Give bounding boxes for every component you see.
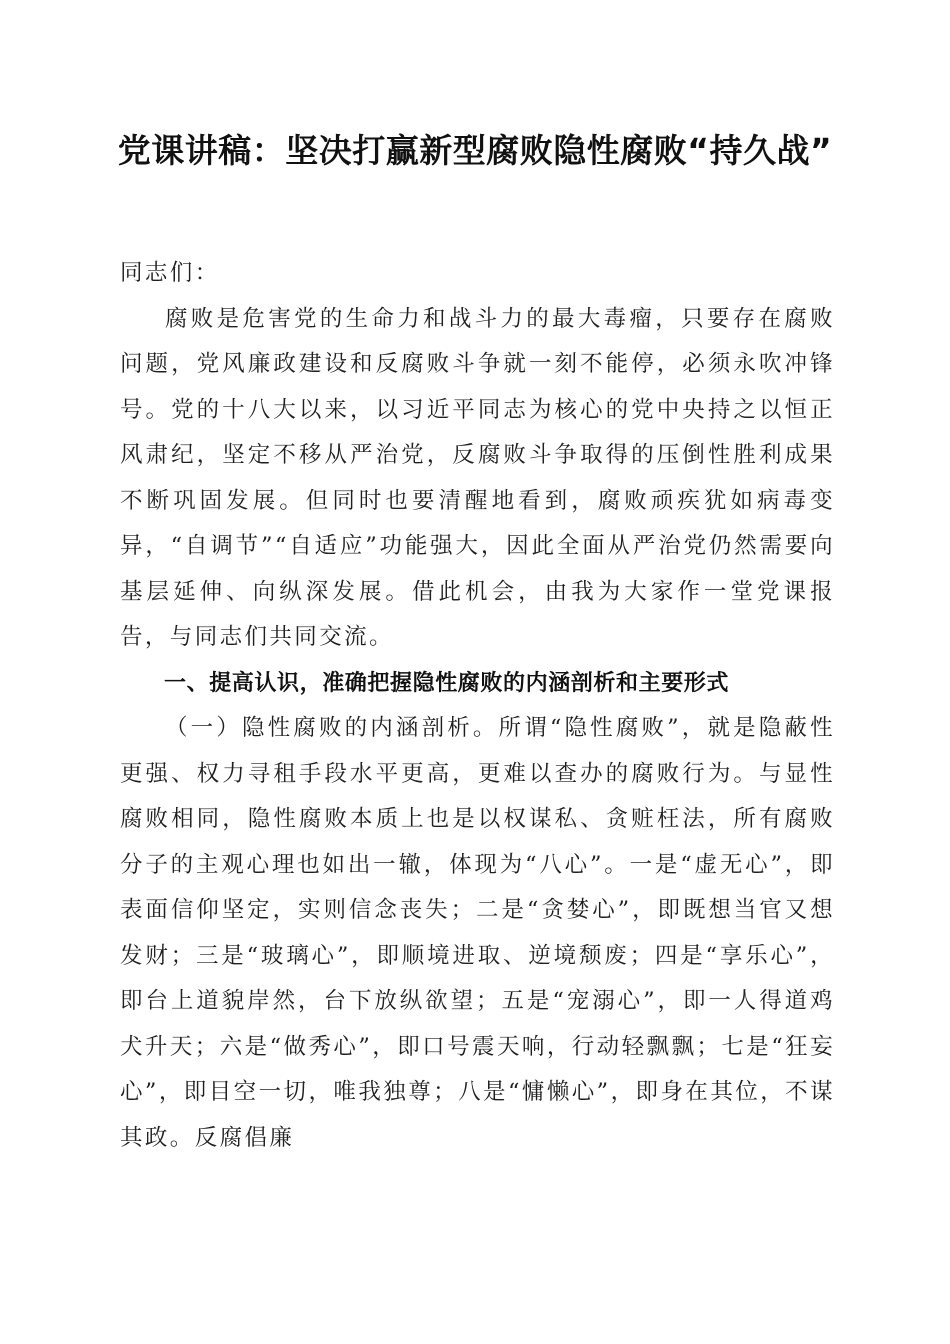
- intro-paragraph: 腐败是危害党的生命力和战斗力的最大毒瘤，只要存在腐败问题，党风廉政建设和反腐败斗争就一刻不能停，必须永吹冲锋号。党的十八大以来，以习近平同志为核心的党中央持之以恒正风肃纪，坚定不移从严治党，反腐败斗争取得的压倒性胜利成果不断巩固发展。但同时也要清醒地看到，腐败顽疾犹如病毒变异，“自调节”“自适应”功能强大，因此全面从严治党仍然需要向基层延伸、向纵深发展。借此机会，由我为大家作一堂党课报告，与同志们共同交流。: [120, 305, 835, 650]
- section-heading: 一、提高认识，准确把握隐性腐败的内涵剖析和主要形式: [164, 670, 730, 696]
- document-body: [120, 251, 835, 1161]
- salutation: 同志们：: [120, 260, 220, 286]
- document-title: 党课讲稿：坚决打赢新型腐败隐性腐败“持久战”: [117, 131, 833, 170]
- section-paragraph: （一）隐性腐败的内涵剖析。所谓“隐性腐败”，就是隐蔽性更强、权力寻租手段水平更高，更难以查办的腐败行为。与显性腐败相同，隐性腐败本质上也是以权谋私、贪赃枉法，所有腐败分子的主观心理也如出一辙，体现为“八心”。一是“虚无心”，即表面信仰坚定，实则信念丧失；二是“贪婪心”，即既想当官又想发财；三是“玻璃心”，即顺境进取、逆境颓废；四是“享乐心”，即台上道貌岸然，台下放纵欲望；五是“宠溺心”，即一人得道鸡犬升天；六是“做秀心”，即口号震天响，行动轻飘飘；七是“狂妄心”，即目空一切，唯我独尊；八是“慵懒心”，即身在其位，不谋其政。反腐倡廉: [120, 715, 835, 1151]
